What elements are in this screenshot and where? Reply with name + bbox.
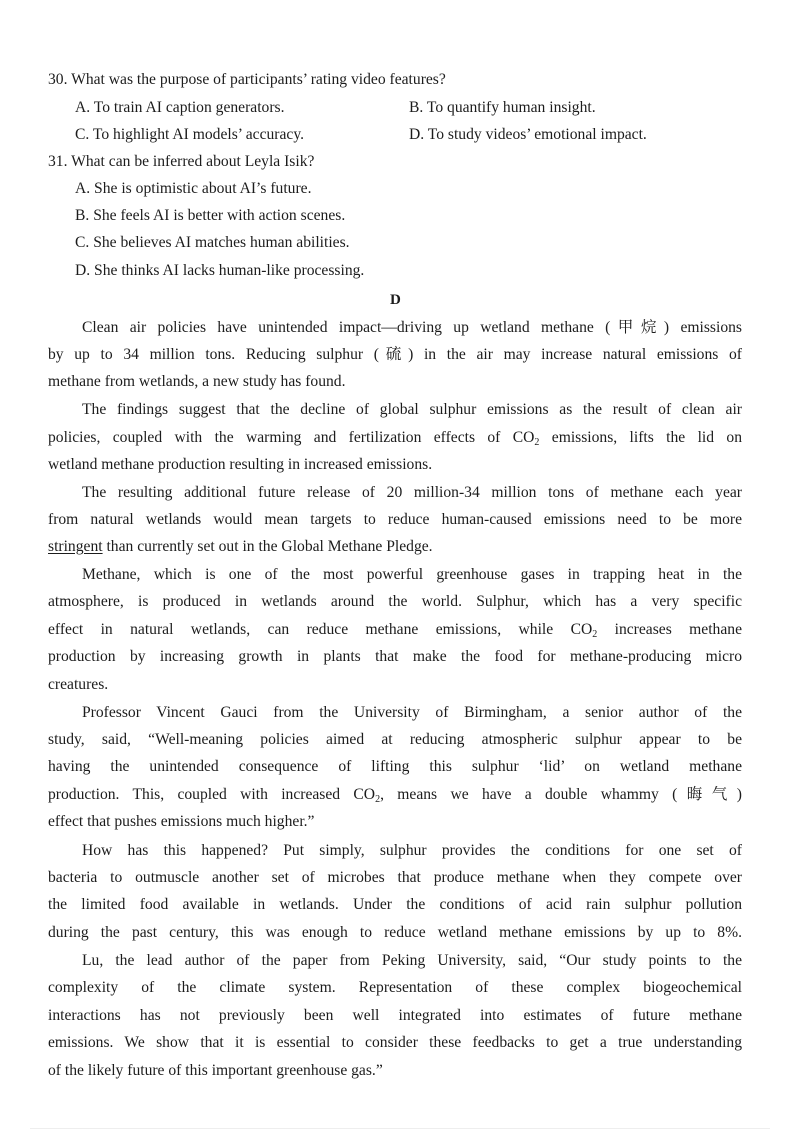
passage-line: Lu, the lead author of the paper from Peking University, said, “Our study points to the <box>82 952 742 969</box>
question-31-option-a: A. She is optimistic about AI’s future. <box>75 180 312 197</box>
passage-line: stringent than currently set out in the Global Methane Pledge. <box>48 538 433 555</box>
question-31-option-d: D. She thinks AI lacks human-like processing. <box>75 262 365 279</box>
passage-line: from natural wetlands would mean targets to reduce human-caused emissions need to be more <box>48 511 742 528</box>
passage-line: Professor Vincent Gauci from the University of Birmingham, a senior author of the <box>82 704 742 721</box>
question-30-option-a: A. To train AI caption generators. <box>75 99 285 116</box>
passage-line: The findings suggest that the decline of global sulphur emissions as the result of clean air <box>82 401 742 418</box>
passage-line: policies, coupled with the warming and fertilization effects of $CO_2$ emissions, lifts the lid on <box>48 429 742 448</box>
question-31-option-c: C. She believes AI matches human abilities. <box>75 234 350 251</box>
question-31-stem: 31. What can be inferred about Leyla Isik? <box>48 153 315 170</box>
passage-line: bacteria to outmuscle another set of microbes that produce methane when they compete over <box>48 869 742 886</box>
passage-line: the limited food available in wetlands. Under the conditions of acid rain sulphur pollution <box>48 896 742 913</box>
passage-line: production. This, coupled with increased $CO_2$, means we have a double whammy (晦气) <box>48 786 742 805</box>
passage-line: of the likely future of this important greenhouse gas.” <box>48 1062 383 1079</box>
passage-line: creatures. <box>48 676 109 693</box>
passage-line: having the unintended consequence of lifting this sulphur ‘lid’ on wetland methane <box>48 758 742 775</box>
question-30-option-d: D. To study videos’ emotional impact. <box>409 126 647 143</box>
passage-line: study, said, “Well-meaning policies aimed at reducing atmospheric sulphur appear to be <box>48 731 742 748</box>
passage-line: atmosphere, is produced in wetlands around the world. Sulphur, which has a very specific <box>48 593 742 610</box>
section-heading: D <box>390 292 401 308</box>
question-30-option-b: B. To quantify human insight. <box>409 99 596 116</box>
passage-line: methane from wetlands, a new study has found. <box>48 373 346 390</box>
passage-line: emissions. We show that it is essential to consider these feedbacks to get a true understanding <box>48 1034 742 1051</box>
passage-line: Clean air policies have unintended impact—driving up wetland methane (甲烷) emissions <box>82 319 742 336</box>
question-30-stem: 30. What was the purpose of participants’ rating video features? <box>48 71 446 88</box>
passage-line: effect that pushes emissions much higher.” <box>48 813 315 830</box>
passage-line: interactions has not previously been well integrated into estimates of future methane <box>48 1007 742 1024</box>
passage-line: production by increasing growth in plants that make the food for methane-producing micro <box>48 648 742 665</box>
passage-line: complexity of the climate system. Representation of these complex biogeochemical <box>48 979 742 996</box>
passage-line: by up to 34 million tons. Reducing sulphur (硫) in the air may increase natural emissions of <box>48 346 742 363</box>
passage-line: during the past century, this was enough to reduce wetland methane emissions by up to 8%. <box>48 924 742 941</box>
passage-line: wetland methane production resulting in increased emissions. <box>48 456 433 473</box>
bottom-divider <box>30 1128 770 1129</box>
question-30-option-c: C. To highlight AI models’ accuracy. <box>75 126 305 143</box>
underlined-word: stringent <box>48 538 103 555</box>
passage-line: The resulting additional future release of 20 million-34 million tons of methane each year <box>82 484 742 501</box>
passage-line: How has this happened? Put simply, sulphur provides the conditions for one set of <box>82 842 742 859</box>
passage-line: effect in natural wetlands, can reduce methane emissions, while $CO_2$ increases methane <box>48 621 742 640</box>
passage-line: Methane, which is one of the most powerful greenhouse gases in trapping heat in the <box>82 566 742 583</box>
question-31-option-b: B. She feels AI is better with action scenes. <box>75 207 346 224</box>
